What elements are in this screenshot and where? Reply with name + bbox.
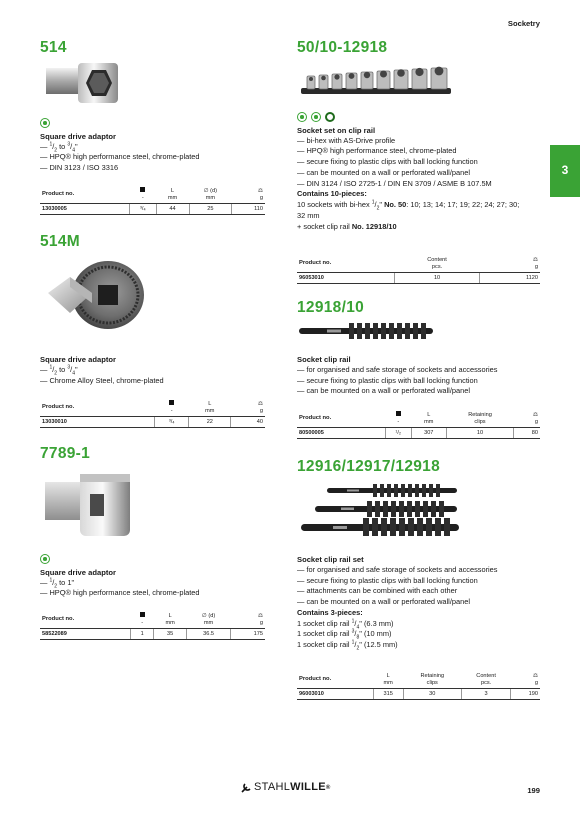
col-weight: ⚖ g (231, 399, 265, 416)
col-product-no: Product no. (40, 611, 131, 628)
contents-line: 1 socket clip rail $^1/_4$" (6.3 mm) (297, 618, 394, 631)
product-subtitle: Square drive adaptor (40, 355, 116, 364)
product-7789-1-info (40, 554, 265, 599)
contains-heading: Contains 10-pieces: (297, 189, 367, 199)
product-title: 7789-1 (40, 445, 91, 462)
contains-heading: Contains 3-pieces: (297, 607, 363, 617)
contents-line: 1 socket clip rail $^3/_8$" (10 mm) (297, 628, 392, 641)
col-weight: ⚖ g (232, 186, 265, 203)
col-weight: ⚖ g (230, 611, 265, 628)
spec-table-7789-1 (40, 611, 265, 640)
square-drive-icon (169, 400, 174, 405)
col-product-no: Product no. (40, 399, 155, 416)
col-square: - (130, 186, 156, 203)
contents-line: 32 mm (297, 210, 320, 220)
bullet-mounting: — can be mounted on a wall or perforated wall/panel (297, 167, 470, 177)
col-product-no: Product no. (40, 186, 130, 203)
spec-table-12916 (297, 672, 540, 700)
spec-table-50-10-12918 (297, 256, 540, 284)
product-subtitle: Square drive adaptor (40, 567, 116, 577)
product-12918-10-info (297, 354, 540, 397)
col-length: L mm (411, 410, 446, 427)
product-514m-info (40, 354, 265, 386)
col-length: L mm (153, 611, 186, 628)
product-title: 514 (40, 39, 67, 56)
bullet-mounting: — can be mounted on a wall or perforated wall/panel (297, 597, 470, 607)
col-product-no: Product no. (297, 256, 394, 272)
bullet-drive-size: — $^1/_2$ to 1" (40, 577, 75, 590)
col-length: L mm (373, 672, 403, 688)
page-number: 199 (527, 786, 540, 795)
contents-line: 1 socket clip rail $^1/_2$" (12.5 mm) (297, 639, 398, 652)
col-content: Content pcs. (394, 256, 480, 272)
weight-icon: ⚖ (532, 412, 538, 418)
bullet-standard: — DIN 3124 / ISO 2725-1 / DIN EN 3709 / ASME B 107.5M (297, 178, 492, 188)
col-product-no: Product no. (297, 672, 373, 688)
weight-icon: ⚖ (257, 401, 263, 407)
product-title: 50/10-12918 (297, 39, 388, 56)
product-12918-10 (297, 300, 540, 316)
table-header (40, 186, 265, 203)
col-diameter: ∅ (d) mm (187, 611, 230, 628)
col-length: L mm (189, 399, 231, 416)
wrench-logo-icon (240, 781, 254, 795)
col-weight: ⚖ g (514, 410, 540, 427)
icon-row (40, 554, 265, 565)
col-weight: ⚖ g (480, 256, 540, 272)
table-row[interactable]: 96053010 10 1120 (297, 272, 540, 283)
table-row[interactable]: 96003010 315 30 3 190 (297, 688, 540, 699)
product-514 (40, 40, 265, 56)
product-subtitle: Square drive adaptor (40, 131, 116, 141)
hpq-steel-icon (311, 112, 321, 122)
col-square: - (131, 611, 154, 628)
col-square: - (155, 399, 189, 416)
col-square: - (385, 410, 411, 427)
contents-line: + socket clip rail No. 12918/10 (297, 221, 397, 231)
table-header (297, 672, 540, 688)
weight-icon: ⚖ (257, 188, 263, 194)
chapter-tab[interactable]: 3 (550, 145, 580, 197)
bullet-drive-size: — $^1/_2$ to $^3/_4$" (40, 141, 78, 154)
square-drive-icon (140, 187, 145, 192)
table-header (40, 611, 265, 628)
bullet-standard: — DIN 3123 / ISO 3316 (40, 163, 119, 173)
brand-logo: STAHL WILLE ® (240, 780, 331, 796)
bullet-material: — HPQ® high performance steel, chrome-plated (297, 146, 457, 156)
clip-ring-icon (325, 112, 335, 122)
col-diameter: ∅ (d) mm (189, 186, 232, 203)
spec-table-514m (40, 399, 265, 428)
as-drive-icon (297, 112, 307, 122)
product-photo-514 (40, 58, 130, 110)
table-row[interactable]: 13030010 ³/₄ 22 40 (40, 416, 265, 427)
table-row[interactable]: 80500005 ¹/₂ 307 10 80 (297, 427, 540, 438)
bullet-mounting: — can be mounted on a wall or perforated wall/panel (297, 386, 470, 396)
table-row[interactable]: 13030005 ³/₄ 44 25 110 (40, 203, 265, 214)
bullet-storage: — for organised and safe storage of sockets and accessories (297, 365, 498, 374)
product-7789-1 (40, 446, 265, 462)
col-length: L mm (156, 186, 189, 203)
col-content: Content pcs. (461, 672, 511, 688)
hpq-steel-icon (40, 118, 50, 128)
product-title: 12916/12917/12918 (297, 458, 441, 475)
bullet-storage: — for organised and safe storage of sockets and accessories (297, 565, 498, 574)
product-50-10-12918 (297, 40, 540, 56)
spec-table-12918-10 (297, 410, 540, 439)
product-subtitle: Socket clip rail set (297, 555, 364, 564)
col-weight: ⚖ g (511, 672, 540, 688)
product-subtitle: Socket set on clip rail (297, 125, 376, 135)
bullet-fixing: — secure fixing to plastic clips with ball locking function (297, 157, 478, 167)
product-subtitle: Socket clip rail (297, 355, 351, 364)
square-drive-icon (140, 612, 145, 617)
weight-icon: ⚖ (257, 613, 263, 619)
product-photo-clip-rail (297, 320, 437, 342)
weight-icon: ⚖ (532, 673, 538, 679)
hpq-steel-icon (40, 554, 50, 564)
col-retaining: Retaining clips (403, 672, 461, 688)
icon-row (297, 112, 540, 123)
product-514m (40, 234, 265, 250)
bullet-drive-size: — $^1/_2$ to $^3/_4$" (40, 364, 78, 377)
product-photo-7789-1 (40, 470, 140, 545)
bullet-material: — HPQ® high performance steel, chrome-plated (40, 152, 200, 162)
bullet-material: — HPQ® high performance steel, chrome-plated (40, 588, 200, 598)
section-title: Socketry (507, 19, 540, 28)
contents-line: 10 sockets with bi-hex $^1/_2$" No. 50: 10; 13; 14; 17; 19; 22; 24; 27; 30; (297, 199, 520, 212)
bullet-fixing: — secure fixing to plastic clips with ball locking function (297, 375, 478, 385)
table-row[interactable]: 58522089 1 35 36.5 175 (40, 628, 265, 639)
product-title: 514M (40, 233, 80, 250)
product-title: 12918/10 (297, 299, 365, 316)
product-photo-socket-set (297, 62, 457, 102)
bullet-fixing: — secure fixing to plastic clips with ball locking function (297, 575, 478, 585)
product-photo-clip-rail-set (297, 480, 477, 536)
bullet-profile: — bi-hex with AS-Drive profile (297, 135, 396, 145)
weight-icon: ⚖ (532, 257, 538, 263)
product-12916-info (297, 554, 540, 651)
table-header (297, 256, 540, 272)
product-photo-514m (40, 255, 150, 340)
col-retaining: Retaining clips (446, 410, 513, 427)
product-514-info (40, 118, 265, 174)
spec-table-514 (40, 186, 265, 215)
table-header (40, 399, 265, 416)
bullet-material: — Chrome Alloy Steel, chrome-plated (40, 375, 164, 385)
bullet-combine: — attachments can be combined with each other (297, 586, 458, 596)
icon-row (40, 118, 265, 129)
col-product-no: Product no. (297, 410, 385, 427)
product-50-10-12918-info (297, 112, 540, 232)
square-drive-icon (396, 411, 401, 416)
product-12916-12917-12918 (297, 459, 540, 475)
table-header (297, 410, 540, 427)
